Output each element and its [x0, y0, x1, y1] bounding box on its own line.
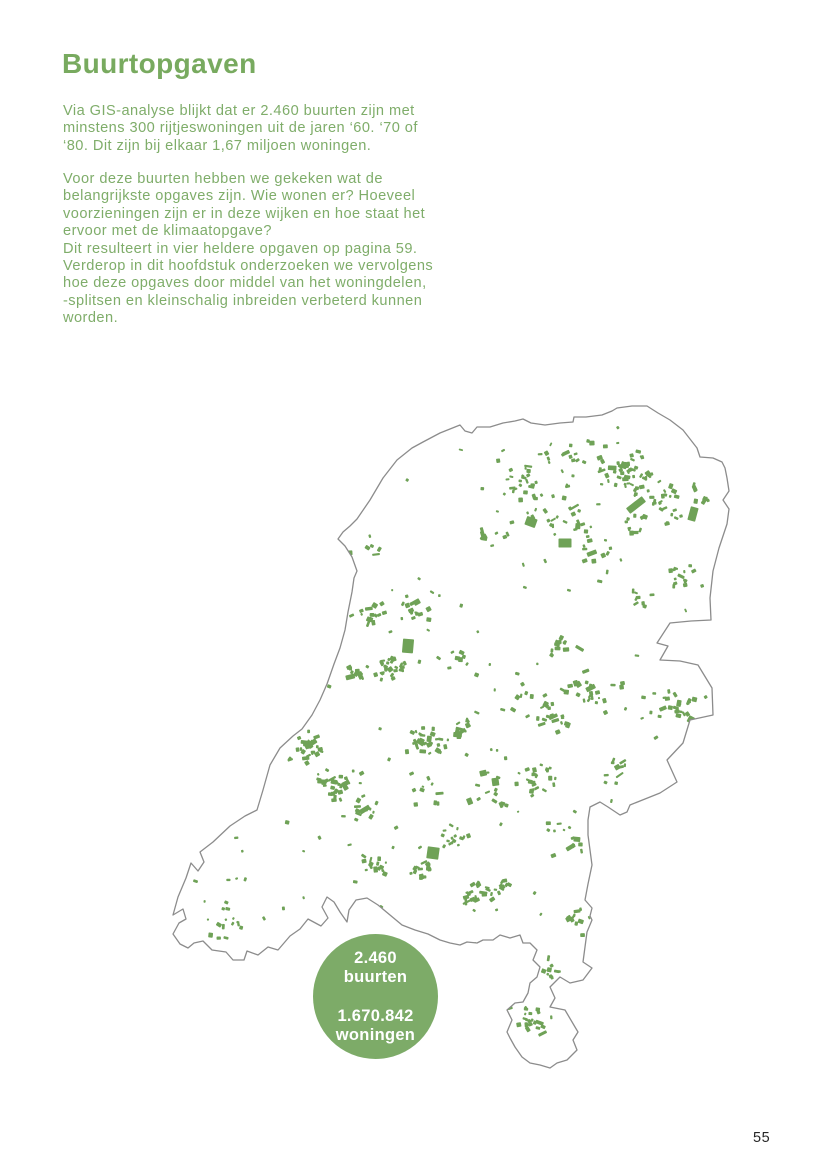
- detail-paragraph-line-3: Verderop in dit hoofdstuk onderzoeken we vervolgens hoe deze opgaves door middel van het woningdelen, -splitsen en kleinschalig inbreiden verbeterd kunnen worden.: [63, 258, 434, 327]
- detail-paragraph-line-2: Dit resulteert in vier heldere opgaven op pagina 59.: [63, 240, 418, 257]
- intro-paragraph-text: Via GIS-analyse blijkt dat er 2.460 buurten zijn met minstens 300 rijtjeswoningen uit de jaren ‘60. ‘70 of ‘80. Dit zijn bij elkaar 1,67 miljoen woningen.: [63, 103, 418, 154]
- stats-badge: [313, 934, 438, 1059]
- badge-buurten-value: 2.460: [354, 948, 397, 967]
- badge-woningen-value: 1.670.842: [337, 1006, 414, 1025]
- netherlands-landmass: [173, 406, 729, 1068]
- badge-buurten-label: buurten: [343, 967, 408, 986]
- page-number: 55: [753, 1130, 771, 1146]
- badge-woningen-label: woningen: [335, 1025, 416, 1044]
- page-title: Buurtopgaven: [62, 48, 257, 79]
- detail-paragraph-line-1: Voor deze buurten hebben we gekeken wat de belangrijkste opgaves zijn. Wie wonen er? Hoeveel voorzieningen zijn er in deze wijken en hoe staat het ervoor met de klimaatopgave?: [63, 171, 426, 240]
